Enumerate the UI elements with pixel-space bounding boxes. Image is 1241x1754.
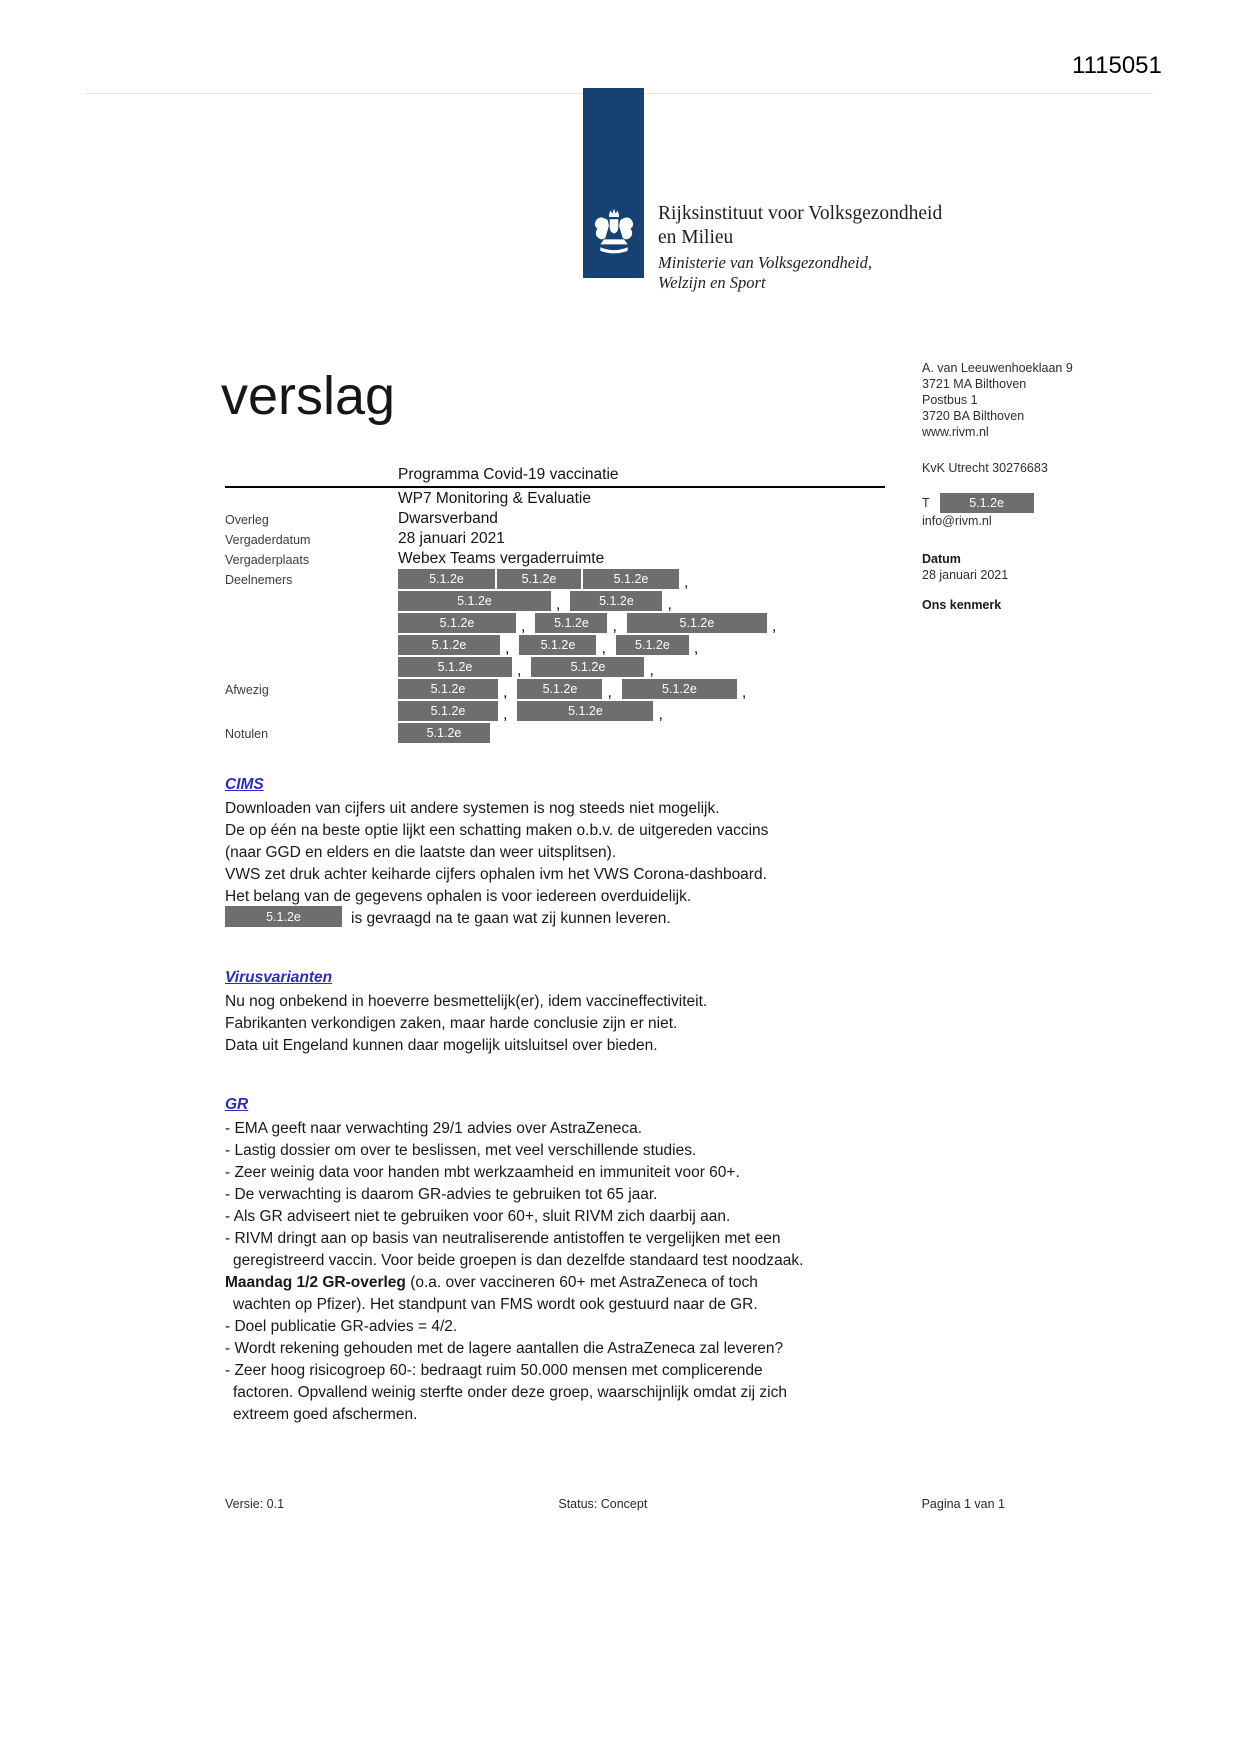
address-line: Postbus 1 (922, 393, 978, 407)
separator-comma: , (505, 640, 510, 657)
spacer (922, 476, 1122, 492)
text-line: Fabrikanten verkondigen zaken, maar harde conclusie zijn er niet. (225, 1015, 678, 1032)
redaction-block: 5.1.2e (225, 906, 342, 927)
logo-wordmark (658, 88, 942, 293)
redaction-block: 5.1.2e (570, 591, 662, 611)
separator-comma: , (607, 684, 612, 701)
minutes-section (225, 966, 985, 1057)
datum-value: 28 januari 2021 (922, 568, 1009, 582)
meeting-table (225, 465, 885, 745)
section-heading: GR (225, 1096, 249, 1113)
text-line: Downloaden van cijfers uit andere systemen is nog steeds niet mogelijk. (225, 800, 720, 817)
email-line: info@rivm.nl (922, 514, 992, 528)
text-line: Nu nog onbekend in hoeverre besmettelijk(er), idem vaccineffectiviteit. (225, 993, 708, 1010)
version-label: Versie: 0.1 (225, 1497, 285, 1511)
page-footer (225, 1497, 1005, 1511)
redaction-row (398, 657, 786, 677)
org-name-line2: en Milieu (658, 227, 734, 248)
text-line: factoren. Opvallend weinig sterfte onder deze groep, waarschijnlijk omdat zij zich (233, 1384, 787, 1401)
participant-group-label: Notulen (225, 727, 269, 741)
kvk-line: KvK Utrecht 30276683 (922, 461, 1048, 475)
field-value: Webex Teams vergaderruimte (398, 550, 605, 567)
address-block (922, 360, 1122, 440)
document-number: 1115051 (1072, 52, 1162, 79)
separator-comma: , (521, 618, 526, 635)
redaction-row (398, 613, 786, 633)
spacer (922, 529, 1122, 551)
separator-comma: , (684, 574, 689, 591)
redaction-block: 5.1.2e (627, 613, 767, 633)
text-line: extreem goed afschermen. (233, 1406, 418, 1423)
empty-label-cell (225, 489, 398, 493)
page-title: verslag (221, 366, 396, 426)
page-number: Pagina 1 van 1 (921, 1497, 1005, 1511)
minutes-section (225, 773, 985, 930)
logo-bar (583, 88, 644, 278)
text-line: - Zeer hoog risicogroep 60-: bedraagt ruim 50.000 mensen met complicerende (225, 1362, 763, 1379)
participant-group-label: Deelnemers (225, 573, 293, 587)
participant-group-row (225, 679, 885, 723)
address-line: www.rivm.nl (922, 425, 989, 439)
separator-comma: , (503, 706, 508, 723)
text-line: De op één na beste optie lijkt een schatting maken o.b.v. de uitgereden vaccins (225, 822, 769, 839)
text-line: - RIVM dringt aan op basis van neutraliserende antistoffen te vergelijken met een (225, 1230, 781, 1247)
phone-row (922, 492, 1122, 513)
bold-text: Maandag 1/2 GR-overleg (225, 1274, 406, 1291)
separator-comma: , (667, 596, 672, 613)
contact-sidebar (922, 360, 1122, 613)
text-line: - Lastig dossier om over te beslissen, met veel verschillende studies. (225, 1142, 697, 1159)
redaction-block: 5.1.2e (398, 569, 495, 589)
field-row-overleg (225, 509, 885, 529)
address-line: 3721 MA Bilthoven (922, 377, 1027, 391)
program-line: Programma Covid-19 vaccinatie (398, 466, 619, 483)
participant-group-row (225, 569, 885, 679)
redaction-block: 5.1.2e (398, 723, 490, 743)
separator-comma: , (517, 662, 522, 679)
text-line: (naar GGD en elders en die laatste dan weer uitsplitsen). (225, 844, 617, 861)
section-heading: Virusvarianten (225, 969, 333, 986)
text-line: - Zeer weinig data voor handen mbt werkzaamheid en immuniteit voor 60+. (225, 1164, 740, 1181)
redaction-row (398, 591, 786, 611)
text-line: 5.1.2e is gevraagd na te gaan wat zij kunnen leveren. (225, 908, 985, 930)
redaction-block: 5.1.2e (583, 569, 679, 589)
redaction-rows (398, 723, 492, 745)
participant-groups (225, 569, 885, 745)
rivm-coat-of-arms-icon (591, 204, 637, 266)
redaction-block: 5.1.2e (616, 635, 689, 655)
field-value: 28 januari 2021 (398, 530, 505, 547)
spacer (922, 583, 1122, 597)
spacer (922, 440, 1122, 460)
separator-comma: , (601, 640, 606, 657)
phone-label: T (922, 495, 930, 510)
redaction-block: 5.1.2e (398, 635, 500, 655)
address-line: A. van Leeuwenhoeklaan 9 (922, 361, 1073, 375)
redaction-row (398, 569, 786, 589)
text-line: wachten op Pfizer). Het standpunt van FMS wordt ook gestuurd naar de GR. (233, 1296, 758, 1313)
separator-comma: , (503, 684, 508, 701)
text-line: geregistreerd vaccin. Voor beide groepen is dan dezelfde standaard test noodzaak. (233, 1252, 804, 1269)
redaction-block: 5.1.2e (497, 569, 581, 589)
redaction-block: 5.1.2e (517, 701, 653, 721)
separator-comma: , (612, 618, 617, 635)
address-line: 3720 BA Bilthoven (922, 409, 1025, 423)
field-value: Dwarsverband (398, 510, 498, 527)
separator-comma: , (693, 640, 699, 657)
redaction-row (398, 679, 756, 699)
participant-group-label: Afwezig (225, 683, 269, 697)
separator-comma: , (556, 596, 561, 613)
redaction-row (398, 635, 786, 655)
empty-label-cell (225, 465, 398, 469)
text-line: Het belang van de gegevens ophalen is voor iedereen overduidelijk. (225, 888, 692, 905)
redaction-block: 5.1.2e (622, 679, 737, 699)
redaction-block: 5.1.2e (398, 701, 498, 721)
minutes-section (225, 1093, 985, 1426)
redaction-block: 5.1.2e (940, 493, 1034, 513)
program-row (225, 465, 885, 485)
redaction-block: 5.1.2e (517, 679, 602, 699)
redaction-block: 5.1.2e (398, 679, 498, 699)
section-heading: CIMS (225, 776, 264, 793)
field-label: Vergaderdatum (225, 533, 311, 547)
separator-comma: , (771, 618, 777, 635)
minutes-sections (225, 773, 985, 1462)
redaction-block: 5.1.2e (398, 613, 516, 633)
ministry-line1: Ministerie van Volksgezondheid, (658, 253, 873, 272)
text-line: - Wordt rekening gehouden met de lagere aantallen die AstraZeneca zal leveren? (225, 1340, 784, 1357)
text-line: VWS zet druk achter keiharde cijfers ophalen ivm het VWS Corona-dashboard. (225, 866, 767, 883)
text-line: Maandag 1/2 GR-overleg (o.a. over vaccineren 60+ met AstraZeneca of toch (225, 1274, 758, 1291)
status-label: Status: Concept (558, 1497, 648, 1511)
separator-comma: , (658, 706, 663, 723)
field-label: Vergaderplaats (225, 553, 310, 567)
separator-comma: , (741, 684, 747, 701)
text-line: - De verwachting is daarom GR-advies te gebruiken tot 65 jaar. (225, 1186, 658, 1203)
redaction-block: 5.1.2e (398, 657, 512, 677)
participant-group-row (225, 723, 885, 745)
redaction-block: 5.1.2e (535, 613, 607, 633)
text-line: - Als GR adviseert niet te gebruiken voor 60+, sluit RIVM zich daarbij aan. (225, 1208, 731, 1225)
redaction-row (398, 723, 492, 743)
subtitle-row (225, 489, 885, 509)
redaction-block: 5.1.2e (519, 635, 596, 655)
kenmerk-label: Ons kenmerk (922, 598, 1002, 612)
ministry-line2: Welzijn en Sport (658, 273, 766, 292)
redaction-block: 5.1.2e (531, 657, 644, 677)
separator-comma: , (649, 662, 654, 679)
text-line: Data uit Engeland kunnen daar mogelijk uitsluitsel over bieden. (225, 1037, 658, 1054)
org-name-line1: Rijksinstituut voor Volksgezondheid (658, 203, 943, 224)
divider-rule (225, 486, 885, 488)
redaction-rows (398, 569, 786, 679)
text-line: - Doel publicatie GR-advies = 4/2. (225, 1318, 458, 1335)
datum-label: Datum (922, 552, 961, 566)
field-label: Overleg (225, 513, 269, 527)
redaction-block: 5.1.2e (398, 591, 551, 611)
rivm-logo (583, 88, 942, 293)
field-row-vergaderplaats (225, 549, 885, 569)
redaction-row (398, 701, 756, 721)
redaction-rows (398, 679, 756, 723)
subtitle-line: WP7 Monitoring & Evaluatie (398, 490, 591, 507)
field-row-vergaderdatum (225, 529, 885, 549)
text-line: - EMA geeft naar verwachting 29/1 advies over AstraZeneca. (225, 1120, 643, 1137)
